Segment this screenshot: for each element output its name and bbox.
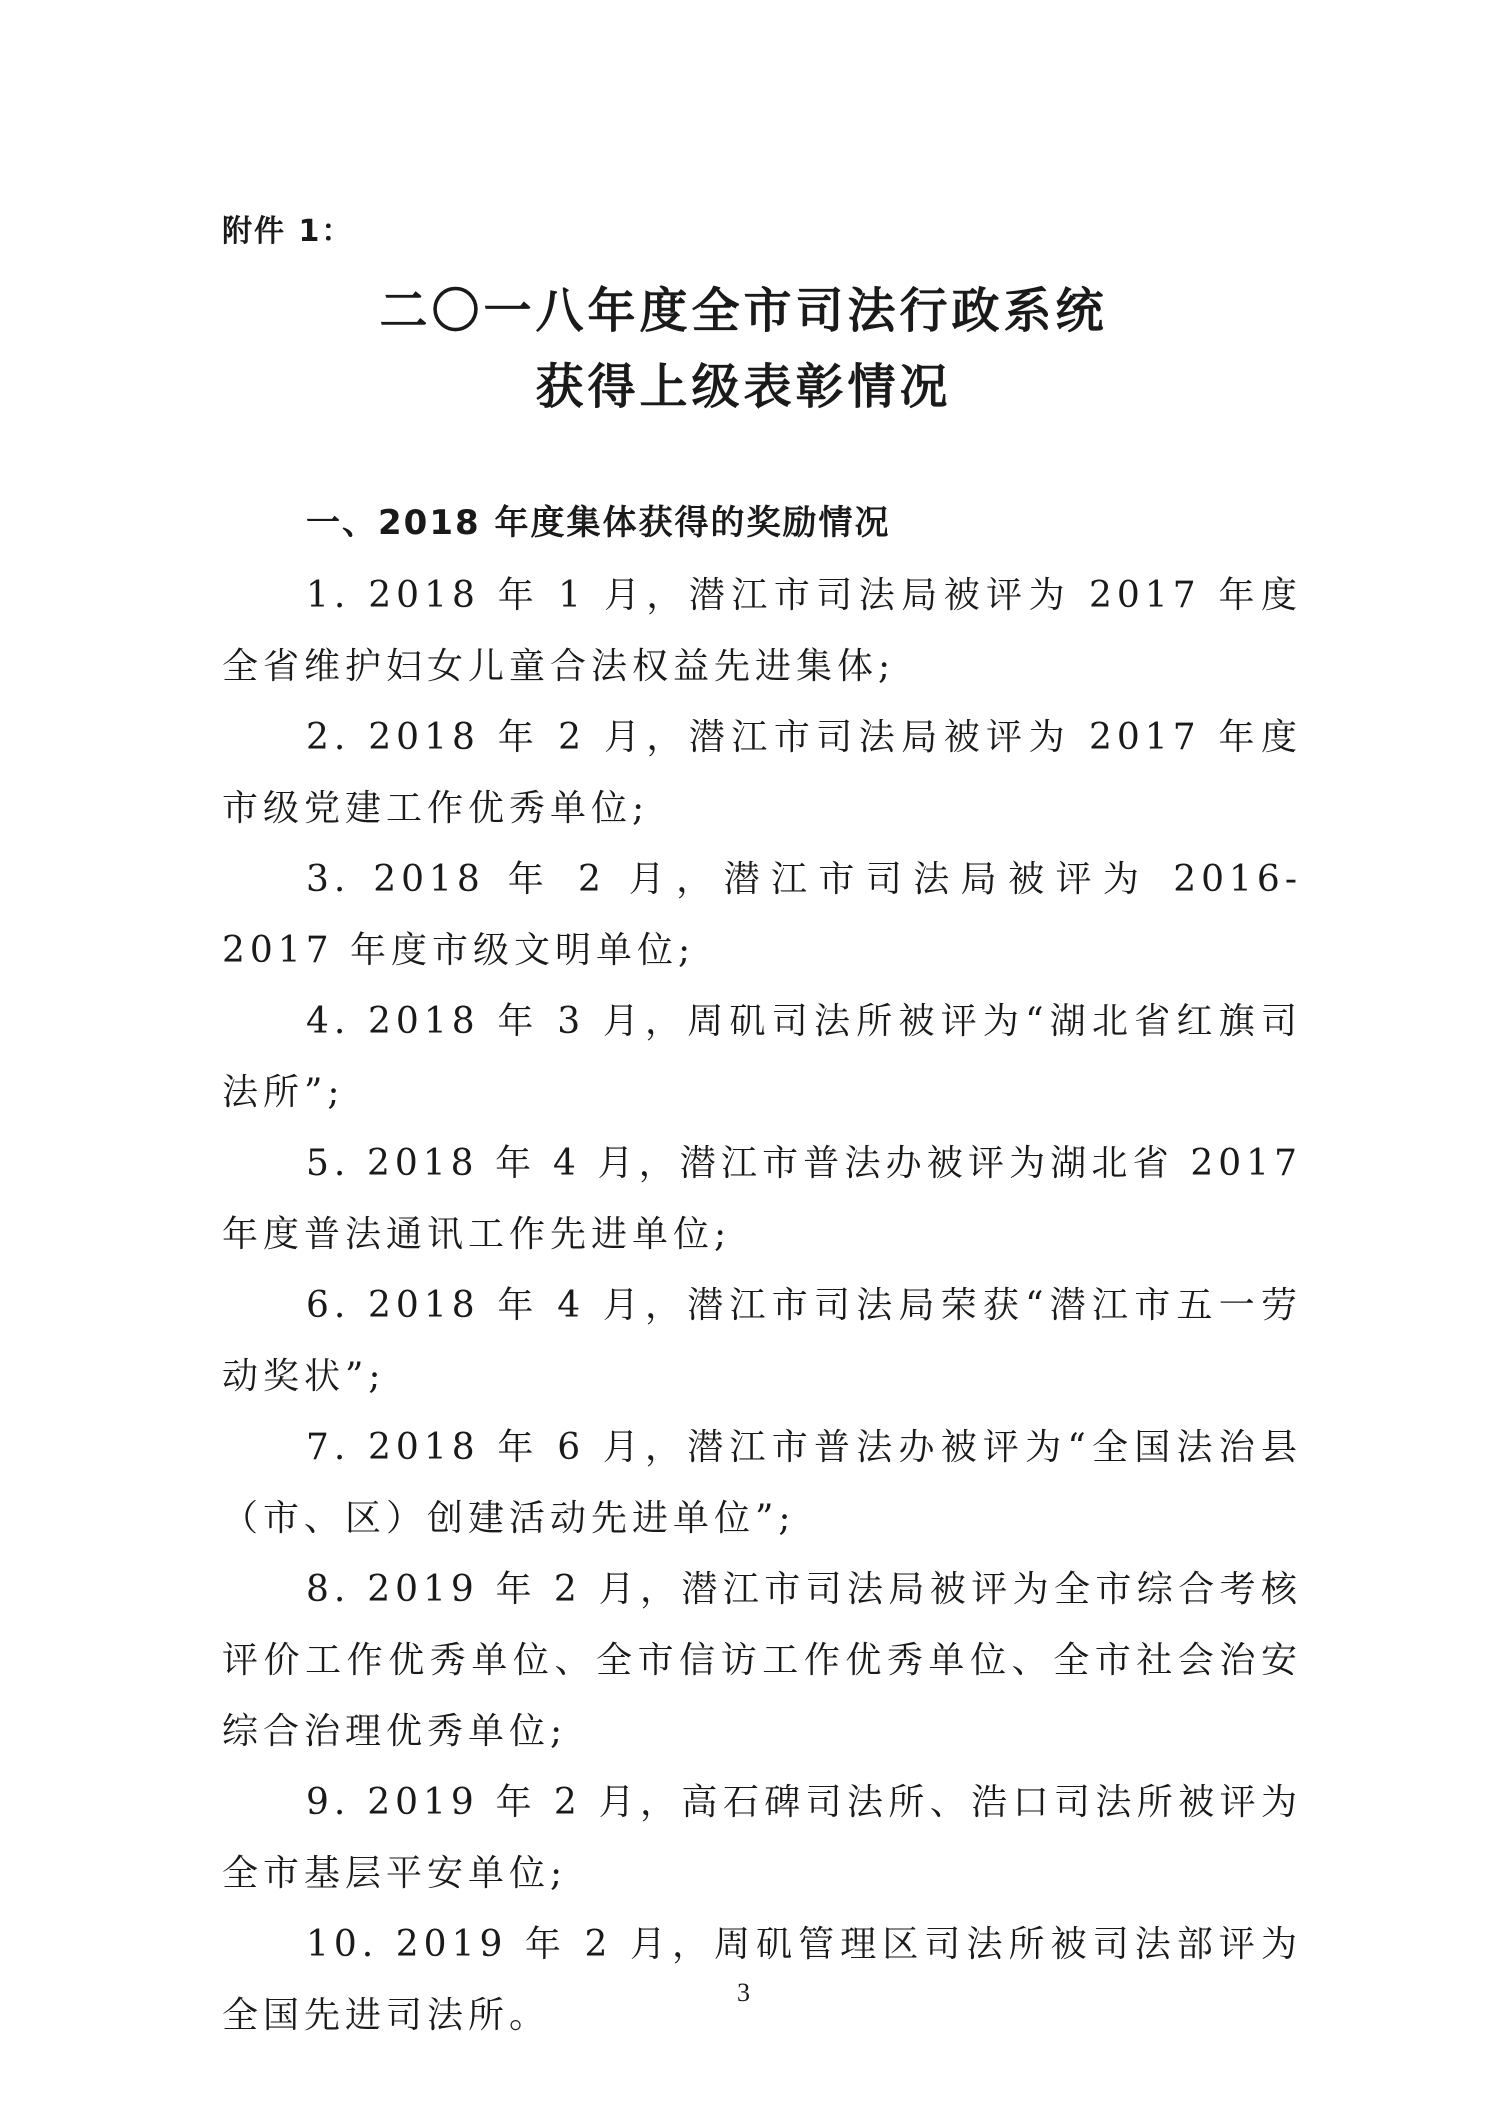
award-item: 4. 2018 年 3 月，周矶司法所被评为“湖北省红旗司法所”; [222,1001,1302,1113]
document-title-line-1: 二〇一八年度全市司法行政系统 [379,283,1108,339]
award-item: 8. 2019 年 2 月，潜江市司法局被评为全市综合考核评价工作优秀单位、全市信访工作优秀单位、全市社会治安综合治理优秀单位; [222,1569,1302,1752]
award-item: 6. 2018 年 4 月，潜江市司法局荣获“潜江市五一劳动奖状”; [222,1285,1302,1397]
document-title-line-2: 获得上级表彰情况 [535,359,952,415]
award-item: 1. 2018 年 1 月，潜江市司法局被评为 2017 年度全省维护妇女儿童合法权益先进集体; [222,575,1302,687]
award-item: 9. 2019 年 2 月，高石碑司法所、浩口司法所被评为全市基层平安单位; [222,1782,1302,1894]
attachment-label: 附件 1： [222,214,354,249]
section-heading: 一、2018 年度集体获得的奖励情况 [306,503,891,543]
award-list [222,560,1302,2051]
award-item: 10. 2019 年 2 月，周矶管理区司法所被司法部评为全国先进司法所。 [222,1924,1302,2036]
award-item: 2. 2018 年 2 月，潜江市司法局被评为 2017 年度市级党建工作优秀单位; [222,717,1302,829]
award-item: 3. 2018 年 2 月，潜江市司法局被评为 2016-2017 年度市级文明单位; [222,859,1302,971]
page-number: 3 [737,1978,750,2007]
award-item: 5. 2018 年 4 月，潜江市普法办被评为湖北省 2017 年度普法通讯工作先进单位; [222,1143,1302,1255]
award-item: 7. 2018 年 6 月，潜江市普法办被评为“全国法治县（市、区）创建活动先进单位”; [222,1427,1302,1539]
